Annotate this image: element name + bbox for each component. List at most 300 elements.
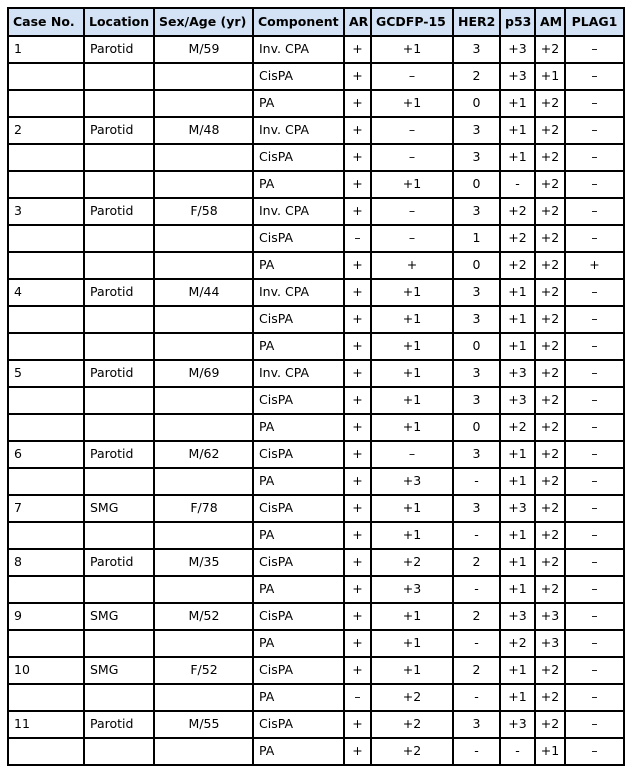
- cell-case-no: [8, 63, 84, 90]
- cell-component: PA: [253, 171, 344, 198]
- column-header-plag1: PLAG1: [565, 8, 624, 36]
- column-header-sex-age: Sex/Age (yr): [154, 8, 253, 36]
- cell-am: +2: [535, 360, 565, 387]
- cell-p53: +3: [500, 603, 535, 630]
- column-header-component: Component: [253, 8, 344, 36]
- cell-component: CisPA: [253, 657, 344, 684]
- cell-sex-age: [154, 522, 253, 549]
- cell-location: [84, 387, 154, 414]
- cell-sex-age: M/52: [154, 603, 253, 630]
- cell-component: CisPA: [253, 495, 344, 522]
- cell-sex-age: [154, 630, 253, 657]
- cell-sex-age: [154, 414, 253, 441]
- cell-gcdfp-15: +2: [371, 738, 453, 765]
- cell-location: [84, 144, 154, 171]
- cell-plag1: –: [565, 441, 624, 468]
- cell-case-no: 11: [8, 711, 84, 738]
- cell-plag1: –: [565, 414, 624, 441]
- cell-ar: +: [344, 657, 371, 684]
- cell-case-no: [8, 306, 84, 333]
- cell-sex-age: [154, 333, 253, 360]
- cell-location: [84, 522, 154, 549]
- cell-gcdfp-15: –: [371, 441, 453, 468]
- table-row: [8, 63, 624, 90]
- cell-location: [84, 171, 154, 198]
- cell-ar: +: [344, 495, 371, 522]
- cell-plag1: –: [565, 522, 624, 549]
- cell-case-no: 5: [8, 360, 84, 387]
- cell-plag1: –: [565, 711, 624, 738]
- cell-location: Parotid: [84, 279, 154, 306]
- cell-p53: +3: [500, 387, 535, 414]
- cell-her2: -: [453, 738, 500, 765]
- cell-case-no: [8, 630, 84, 657]
- cell-her2: 3: [453, 117, 500, 144]
- cell-location: [84, 63, 154, 90]
- table-row: [8, 279, 624, 306]
- cell-component: CisPA: [253, 441, 344, 468]
- cell-am: +2: [535, 90, 565, 117]
- cell-plag1: –: [565, 36, 624, 63]
- cell-ar: –: [344, 225, 371, 252]
- cell-p53: +2: [500, 252, 535, 279]
- cell-location: [84, 738, 154, 765]
- cell-location: [84, 252, 154, 279]
- column-header-am: AM: [535, 8, 565, 36]
- cell-gcdfp-15: +1: [371, 495, 453, 522]
- cell-sex-age: F/52: [154, 657, 253, 684]
- table-row: [8, 630, 624, 657]
- table-body: [8, 36, 624, 765]
- cell-p53: +3: [500, 495, 535, 522]
- cell-p53: +1: [500, 441, 535, 468]
- cell-component: CisPA: [253, 603, 344, 630]
- cell-sex-age: [154, 252, 253, 279]
- cell-case-no: [8, 387, 84, 414]
- column-header-p53: p53: [500, 8, 535, 36]
- cell-am: +2: [535, 468, 565, 495]
- cell-component: PA: [253, 468, 344, 495]
- cell-ar: +: [344, 387, 371, 414]
- cell-plag1: –: [565, 360, 624, 387]
- cell-sex-age: [154, 171, 253, 198]
- cell-component: PA: [253, 576, 344, 603]
- cell-gcdfp-15: +1: [371, 603, 453, 630]
- cell-gcdfp-15: +2: [371, 549, 453, 576]
- cell-gcdfp-15: +: [371, 252, 453, 279]
- column-header-gcdfp-15: GCDFP-15: [371, 8, 453, 36]
- cell-ar: +: [344, 63, 371, 90]
- table-row: [8, 657, 624, 684]
- cell-am: +2: [535, 387, 565, 414]
- cell-case-no: [8, 333, 84, 360]
- cell-am: +2: [535, 279, 565, 306]
- table-row: [8, 576, 624, 603]
- cell-plag1: –: [565, 657, 624, 684]
- cell-component: CisPA: [253, 549, 344, 576]
- cell-gcdfp-15: +1: [371, 90, 453, 117]
- cell-her2: 3: [453, 144, 500, 171]
- cell-gcdfp-15: +1: [371, 387, 453, 414]
- cell-gcdfp-15: +1: [371, 630, 453, 657]
- cell-p53: +2: [500, 225, 535, 252]
- cell-ar: +: [344, 144, 371, 171]
- cell-case-no: 9: [8, 603, 84, 630]
- table-row: [8, 387, 624, 414]
- cell-p53: +1: [500, 576, 535, 603]
- cell-location: [84, 306, 154, 333]
- cell-gcdfp-15: –: [371, 117, 453, 144]
- cell-plag1: –: [565, 495, 624, 522]
- cell-am: +2: [535, 36, 565, 63]
- cell-case-no: 2: [8, 117, 84, 144]
- cell-her2: 3: [453, 36, 500, 63]
- cell-p53: +1: [500, 522, 535, 549]
- cell-her2: 1: [453, 225, 500, 252]
- cell-plag1: +: [565, 252, 624, 279]
- column-header-location: Location: [84, 8, 154, 36]
- cell-ar: +: [344, 36, 371, 63]
- cell-p53: +1: [500, 144, 535, 171]
- table-row: [8, 171, 624, 198]
- cell-component: Inv. CPA: [253, 117, 344, 144]
- cell-am: +3: [535, 603, 565, 630]
- table-row: [8, 252, 624, 279]
- cell-component: PA: [253, 414, 344, 441]
- cell-gcdfp-15: +1: [371, 36, 453, 63]
- cell-sex-age: [154, 684, 253, 711]
- cell-sex-age: [154, 576, 253, 603]
- cell-gcdfp-15: +1: [371, 360, 453, 387]
- cell-plag1: –: [565, 603, 624, 630]
- cell-ar: +: [344, 522, 371, 549]
- table-row: [8, 198, 624, 225]
- cell-p53: +3: [500, 360, 535, 387]
- cell-gcdfp-15: –: [371, 198, 453, 225]
- cell-her2: 2: [453, 603, 500, 630]
- cell-am: +2: [535, 333, 565, 360]
- cell-ar: +: [344, 252, 371, 279]
- column-header-case-no: Case No.: [8, 8, 84, 36]
- cell-gcdfp-15: +1: [371, 279, 453, 306]
- cell-her2: -: [453, 468, 500, 495]
- cell-gcdfp-15: +1: [371, 171, 453, 198]
- cell-am: +2: [535, 306, 565, 333]
- cell-p53: +2: [500, 630, 535, 657]
- table-row: [8, 306, 624, 333]
- cell-gcdfp-15: +3: [371, 468, 453, 495]
- cell-ar: +: [344, 198, 371, 225]
- cell-gcdfp-15: +2: [371, 684, 453, 711]
- cell-location: [84, 576, 154, 603]
- cell-am: +2: [535, 198, 565, 225]
- cell-p53: +3: [500, 36, 535, 63]
- cell-location: Parotid: [84, 36, 154, 63]
- table-row: [8, 684, 624, 711]
- cell-ar: +: [344, 711, 371, 738]
- cell-plag1: –: [565, 144, 624, 171]
- cell-component: CisPA: [253, 225, 344, 252]
- cell-ar: +: [344, 441, 371, 468]
- cell-her2: -: [453, 630, 500, 657]
- cell-component: PA: [253, 738, 344, 765]
- cell-plag1: –: [565, 117, 624, 144]
- cell-component: CisPA: [253, 711, 344, 738]
- cell-her2: 2: [453, 549, 500, 576]
- cell-p53: +1: [500, 333, 535, 360]
- cell-ar: +: [344, 306, 371, 333]
- cell-location: [84, 333, 154, 360]
- cell-her2: 2: [453, 63, 500, 90]
- cell-plag1: –: [565, 549, 624, 576]
- cell-am: +2: [535, 117, 565, 144]
- cell-gcdfp-15: +1: [371, 306, 453, 333]
- cell-component: PA: [253, 252, 344, 279]
- cell-location: Parotid: [84, 360, 154, 387]
- cell-case-no: 1: [8, 36, 84, 63]
- cell-sex-age: M/59: [154, 36, 253, 63]
- cell-gcdfp-15: –: [371, 144, 453, 171]
- cell-plag1: –: [565, 306, 624, 333]
- table-row: [8, 90, 624, 117]
- cell-component: PA: [253, 684, 344, 711]
- cell-ar: +: [344, 333, 371, 360]
- table-row: [8, 738, 624, 765]
- cell-component: Inv. CPA: [253, 360, 344, 387]
- cell-ar: +: [344, 171, 371, 198]
- cell-am: +2: [535, 684, 565, 711]
- cell-ar: +: [344, 738, 371, 765]
- cell-her2: 0: [453, 333, 500, 360]
- cell-ar: +: [344, 576, 371, 603]
- cell-case-no: [8, 90, 84, 117]
- cell-her2: 3: [453, 360, 500, 387]
- cell-am: +2: [535, 495, 565, 522]
- cell-location: [84, 468, 154, 495]
- cell-sex-age: [154, 468, 253, 495]
- cell-ar: +: [344, 468, 371, 495]
- cell-gcdfp-15: –: [371, 63, 453, 90]
- cell-gcdfp-15: –: [371, 225, 453, 252]
- cell-am: +1: [535, 63, 565, 90]
- cell-case-no: [8, 738, 84, 765]
- cell-gcdfp-15: +1: [371, 333, 453, 360]
- cell-plag1: –: [565, 576, 624, 603]
- cell-location: Parotid: [84, 117, 154, 144]
- cell-ar: +: [344, 90, 371, 117]
- cell-am: +2: [535, 711, 565, 738]
- cell-location: [84, 684, 154, 711]
- cell-location: SMG: [84, 657, 154, 684]
- cell-component: CisPA: [253, 387, 344, 414]
- cell-ar: +: [344, 549, 371, 576]
- cell-am: +2: [535, 576, 565, 603]
- cell-sex-age: M/35: [154, 549, 253, 576]
- cell-ar: +: [344, 630, 371, 657]
- cell-component: CisPA: [253, 306, 344, 333]
- cell-sex-age: [154, 225, 253, 252]
- cell-plag1: –: [565, 738, 624, 765]
- cell-location: SMG: [84, 603, 154, 630]
- cell-am: +2: [535, 225, 565, 252]
- cell-her2: 3: [453, 495, 500, 522]
- cell-sex-age: M/69: [154, 360, 253, 387]
- cell-her2: 0: [453, 414, 500, 441]
- cell-p53: +1: [500, 90, 535, 117]
- cell-her2: 0: [453, 252, 500, 279]
- cell-location: Parotid: [84, 198, 154, 225]
- cell-case-no: [8, 576, 84, 603]
- cell-sex-age: [154, 63, 253, 90]
- cell-am: +2: [535, 441, 565, 468]
- cell-gcdfp-15: +1: [371, 522, 453, 549]
- cell-ar: +: [344, 360, 371, 387]
- cell-sex-age: [154, 144, 253, 171]
- cell-gcdfp-15: +2: [371, 711, 453, 738]
- cell-component: Inv. CPA: [253, 36, 344, 63]
- table-row: [8, 225, 624, 252]
- table-row: [8, 549, 624, 576]
- header-row: [8, 8, 624, 36]
- cell-am: +2: [535, 252, 565, 279]
- table-row: [8, 117, 624, 144]
- cell-p53: +1: [500, 117, 535, 144]
- cell-her2: 3: [453, 387, 500, 414]
- cell-her2: 3: [453, 441, 500, 468]
- cell-case-no: [8, 468, 84, 495]
- cell-am: +2: [535, 144, 565, 171]
- cell-p53: -: [500, 171, 535, 198]
- cell-plag1: –: [565, 333, 624, 360]
- cell-gcdfp-15: +3: [371, 576, 453, 603]
- cell-plag1: –: [565, 225, 624, 252]
- cell-her2: 3: [453, 279, 500, 306]
- cell-her2: 0: [453, 90, 500, 117]
- cell-sex-age: [154, 387, 253, 414]
- data-table: [7, 7, 625, 766]
- cell-her2: -: [453, 684, 500, 711]
- table-row: [8, 441, 624, 468]
- cell-component: Inv. CPA: [253, 198, 344, 225]
- cell-location: Parotid: [84, 441, 154, 468]
- cell-gcdfp-15: +1: [371, 414, 453, 441]
- cell-sex-age: [154, 738, 253, 765]
- cell-her2: 2: [453, 657, 500, 684]
- cell-plag1: –: [565, 468, 624, 495]
- cell-her2: 3: [453, 711, 500, 738]
- cell-case-no: 7: [8, 495, 84, 522]
- cell-her2: -: [453, 576, 500, 603]
- cell-ar: +: [344, 279, 371, 306]
- cell-location: [84, 90, 154, 117]
- cell-sex-age: [154, 306, 253, 333]
- cell-her2: 3: [453, 306, 500, 333]
- cell-her2: 3: [453, 198, 500, 225]
- cell-location: [84, 225, 154, 252]
- cell-plag1: –: [565, 279, 624, 306]
- cell-case-no: 3: [8, 198, 84, 225]
- table-row: [8, 360, 624, 387]
- cell-p53: -: [500, 738, 535, 765]
- cell-location: SMG: [84, 495, 154, 522]
- cell-plag1: –: [565, 198, 624, 225]
- cell-am: +2: [535, 171, 565, 198]
- cell-p53: +1: [500, 468, 535, 495]
- cell-component: PA: [253, 630, 344, 657]
- cell-location: [84, 630, 154, 657]
- table-row: [8, 522, 624, 549]
- cell-component: Inv. CPA: [253, 279, 344, 306]
- cell-am: +2: [535, 549, 565, 576]
- table-row: [8, 495, 624, 522]
- cell-plag1: –: [565, 171, 624, 198]
- cell-location: Parotid: [84, 711, 154, 738]
- cell-plag1: –: [565, 387, 624, 414]
- cell-p53: +1: [500, 549, 535, 576]
- cell-am: +2: [535, 414, 565, 441]
- cell-component: PA: [253, 333, 344, 360]
- table-row: [8, 414, 624, 441]
- cell-p53: +3: [500, 711, 535, 738]
- cell-case-no: [8, 225, 84, 252]
- cell-am: +1: [535, 738, 565, 765]
- cell-component: PA: [253, 522, 344, 549]
- cell-p53: +1: [500, 657, 535, 684]
- cell-case-no: 8: [8, 549, 84, 576]
- cell-sex-age: F/58: [154, 198, 253, 225]
- cell-p53: +2: [500, 198, 535, 225]
- cell-p53: +3: [500, 63, 535, 90]
- cell-plag1: –: [565, 63, 624, 90]
- cell-case-no: [8, 684, 84, 711]
- cell-p53: +1: [500, 684, 535, 711]
- cell-am: +2: [535, 522, 565, 549]
- cell-am: +3: [535, 630, 565, 657]
- cell-plag1: –: [565, 90, 624, 117]
- cell-her2: -: [453, 522, 500, 549]
- cell-case-no: [8, 171, 84, 198]
- cell-location: Parotid: [84, 549, 154, 576]
- cell-ar: +: [344, 117, 371, 144]
- cell-case-no: 6: [8, 441, 84, 468]
- cell-case-no: [8, 522, 84, 549]
- cell-location: [84, 414, 154, 441]
- cell-sex-age: F/78: [154, 495, 253, 522]
- cell-p53: +2: [500, 414, 535, 441]
- cell-p53: +1: [500, 306, 535, 333]
- cell-case-no: [8, 144, 84, 171]
- cell-p53: +1: [500, 279, 535, 306]
- cell-case-no: [8, 414, 84, 441]
- table-row: [8, 144, 624, 171]
- table-row: [8, 468, 624, 495]
- cell-sex-age: M/48: [154, 117, 253, 144]
- cell-case-no: 10: [8, 657, 84, 684]
- cell-ar: +: [344, 414, 371, 441]
- table-row: [8, 36, 624, 63]
- cell-plag1: –: [565, 630, 624, 657]
- cell-plag1: –: [565, 684, 624, 711]
- cell-component: CisPA: [253, 63, 344, 90]
- cell-sex-age: [154, 90, 253, 117]
- cell-component: CisPA: [253, 144, 344, 171]
- table-row: [8, 333, 624, 360]
- cell-ar: +: [344, 603, 371, 630]
- cell-gcdfp-15: +1: [371, 657, 453, 684]
- cell-component: PA: [253, 90, 344, 117]
- table-row: [8, 603, 624, 630]
- cell-ar: –: [344, 684, 371, 711]
